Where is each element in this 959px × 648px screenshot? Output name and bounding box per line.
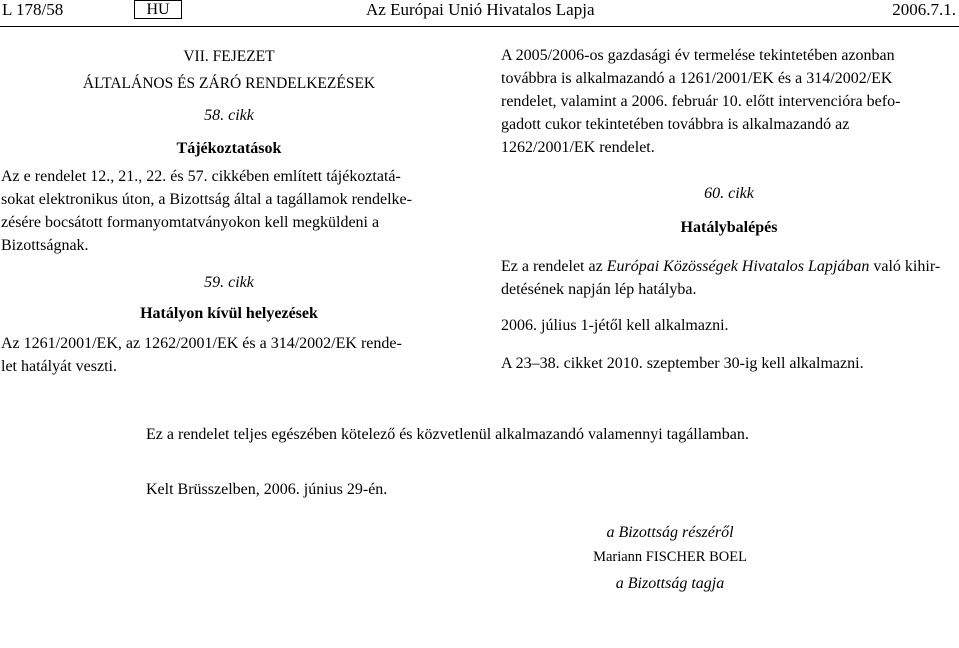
intro-line: 1262/2001/EK rendelet.	[501, 139, 655, 156]
article-60-title: Hatálybalépés	[680, 219, 778, 236]
article-58-line: zésére bocsátott formanyomtatványokon kell megküldeni a	[1, 214, 380, 231]
article-59-title: Hatályon kívül helyezések	[140, 305, 318, 322]
signature-for: a Bizottság részéről	[606, 524, 734, 541]
header-rule	[0, 26, 959, 27]
article-58-line: Az e rendelet 12., 21., 22. és 57. cikkében említett tájékoztatá-	[1, 168, 401, 185]
publication-date: 2006.7.1.	[892, 0, 956, 19]
language-code-box: HU	[134, 0, 182, 19]
article-58-line: Bizottságnak.	[1, 237, 89, 254]
intro-line: gadott cukor tekintetében továbbra is alkalmazandó az	[501, 116, 850, 133]
entry-into-force-text: való kihir-	[869, 258, 941, 275]
application-date-paragraph: 2006. július 1-jétől kell alkalmazni.	[501, 317, 729, 334]
journal-title: Az Európai Unió Hivatalos Lapja	[366, 0, 595, 19]
chapter-title: ÁLTALÁNOS ÉS ZÁRÓ RENDELKEZÉSEK	[82, 75, 376, 92]
signatory-role: a Bizottság tagja	[615, 575, 725, 592]
article-59-number: 59. cikk	[204, 274, 254, 291]
article-59-line: let hatályát veszti.	[1, 358, 117, 375]
page-reference: L 178/58	[2, 0, 64, 19]
intro-line: továbbra is alkalmazandó a 1261/2001/EK és a 314/2002/EK	[501, 70, 893, 87]
signatory-name: Mariann FISCHER BOEL	[593, 549, 747, 565]
entry-into-force-line	[501, 255, 940, 279]
place-and-date: Kelt Brüsszelben, 2006. június 29-én.	[146, 481, 388, 498]
intro-line: rendelet, valamint a 2006. február 10. előtt intervencióra befo-	[501, 93, 901, 110]
chapter-number: VII. FEJEZET	[183, 48, 275, 65]
official-journal-reference: Európai Közösségek Hivatalos Lapjában	[606, 258, 870, 275]
article-58-line: sokat elektronikus úton, a Bizottság által a tagállamok rendelke-	[1, 191, 412, 208]
article-58-number: 58. cikk	[204, 107, 254, 124]
article-application-paragraph: A 23–38. cikket 2010. szeptember 30-ig kell alkalmazni.	[501, 355, 864, 372]
article-59-line: Az 1261/2001/EK, az 1262/2001/EK és a 314/2002/EK rende-	[1, 335, 402, 352]
intro-line: A 2005/2006-os gazdasági év termelése tekintetében azonban	[501, 47, 895, 64]
article-58-title: Tájékoztatások	[176, 140, 282, 157]
entry-into-force-text: Ez a rendelet az	[501, 258, 607, 275]
binding-statement: Ez a rendelet teljes egészében kötelező és közvetlenül alkalmazandó valamennyi tagállamban.	[146, 426, 749, 443]
entry-into-force-line: detésének napján lép hatályba.	[501, 281, 697, 298]
article-60-number: 60. cikk	[704, 185, 754, 202]
